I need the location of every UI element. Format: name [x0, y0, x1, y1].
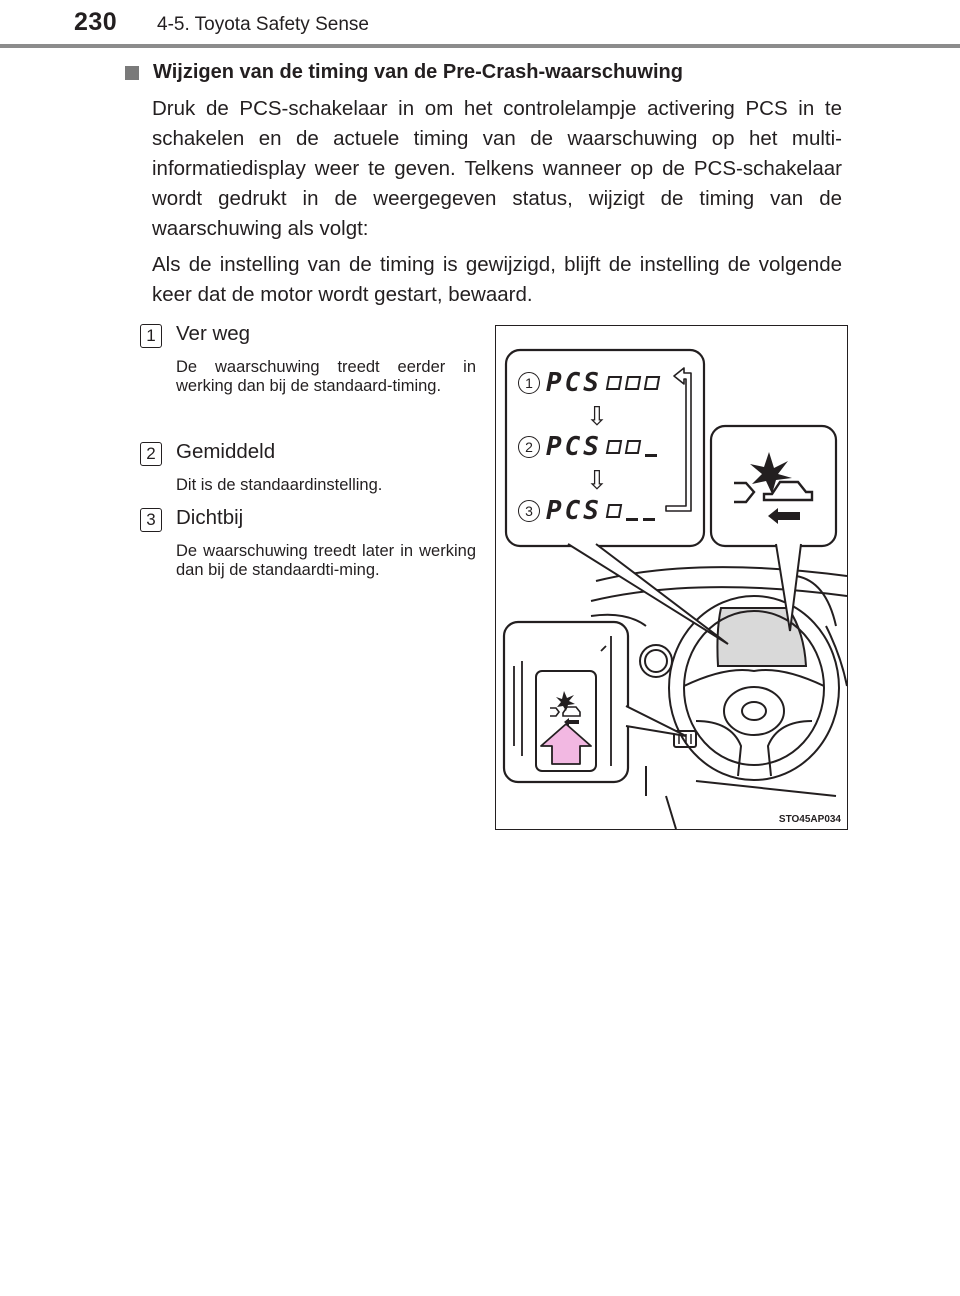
display-row	[518, 434, 657, 460]
item-title: Gemiddeld	[176, 440, 276, 463]
display-row	[518, 370, 659, 396]
item-description: Dit is de standaardinstelling.	[176, 476, 383, 494]
display-row-label: PCS	[546, 496, 602, 526]
square-bullet-icon	[125, 66, 139, 80]
section-heading	[125, 61, 683, 84]
item-description: De waarschuwing treedt eerder in werking dan bij de standaard-timing.	[176, 358, 476, 395]
item-number-badge: 3	[140, 508, 162, 532]
item-title: Dichtbij	[176, 506, 244, 529]
illustration-code: STO45AP034	[778, 814, 841, 825]
chapter-title: 4-5. Toyota Safety Sense	[157, 14, 369, 35]
display-row-number: 2	[518, 436, 540, 458]
display-row-label: PCS	[546, 432, 602, 462]
down-arrow-icon: ⇩	[586, 466, 608, 496]
section-heading-text: Wijzigen van de timing van de Pre-Crash-waarschuwing	[153, 61, 683, 83]
timing-segment-dot	[625, 376, 641, 390]
intro-paragraph: Druk de PCS-schakelaar in om het controlelampje activering PCS in te schakelen en de actuele timing van de waarschuwing op het multi-informatiedisplay weer te geven. Telkens wanneer op de PCS-schakelaar wordt gedrukt in de weergegeven status, wijzigt de timing van de waarschuwing als volgt:	[152, 97, 842, 240]
display-row-number: 3	[518, 500, 540, 522]
pcs-switch-illustration	[495, 325, 848, 830]
item-number-badge: 2	[140, 442, 162, 466]
persistence-paragraph: Als de instelling van de timing is gewijzigd, blijft de instelling de volgende keer dat de motor wordt gestart, bewaard.	[152, 253, 842, 306]
item-title: Ver weg	[176, 322, 251, 345]
timing-segment-dash	[643, 518, 655, 521]
timing-segment-dot	[606, 440, 622, 454]
display-row-number: 1	[518, 372, 540, 394]
timing-segment-dash	[626, 518, 638, 521]
timing-segment-dot	[644, 376, 660, 390]
item-description: De waarschuwing treedt later in werking dan bij de standaardti-ming.	[176, 542, 476, 579]
down-arrow-icon: ⇩	[586, 402, 608, 432]
timing-segment-dot	[606, 376, 622, 390]
item-number-badge: 1	[140, 324, 162, 348]
timing-segment-dot	[625, 440, 641, 454]
illustration-drawing	[496, 326, 847, 829]
timing-segment-dot	[606, 504, 622, 518]
page-number: 230	[74, 8, 118, 36]
header-rule	[0, 44, 960, 48]
display-row-label: PCS	[546, 368, 602, 398]
timing-segment-dash	[645, 454, 657, 457]
dashboard-drawing	[591, 567, 847, 829]
display-row	[518, 498, 655, 524]
